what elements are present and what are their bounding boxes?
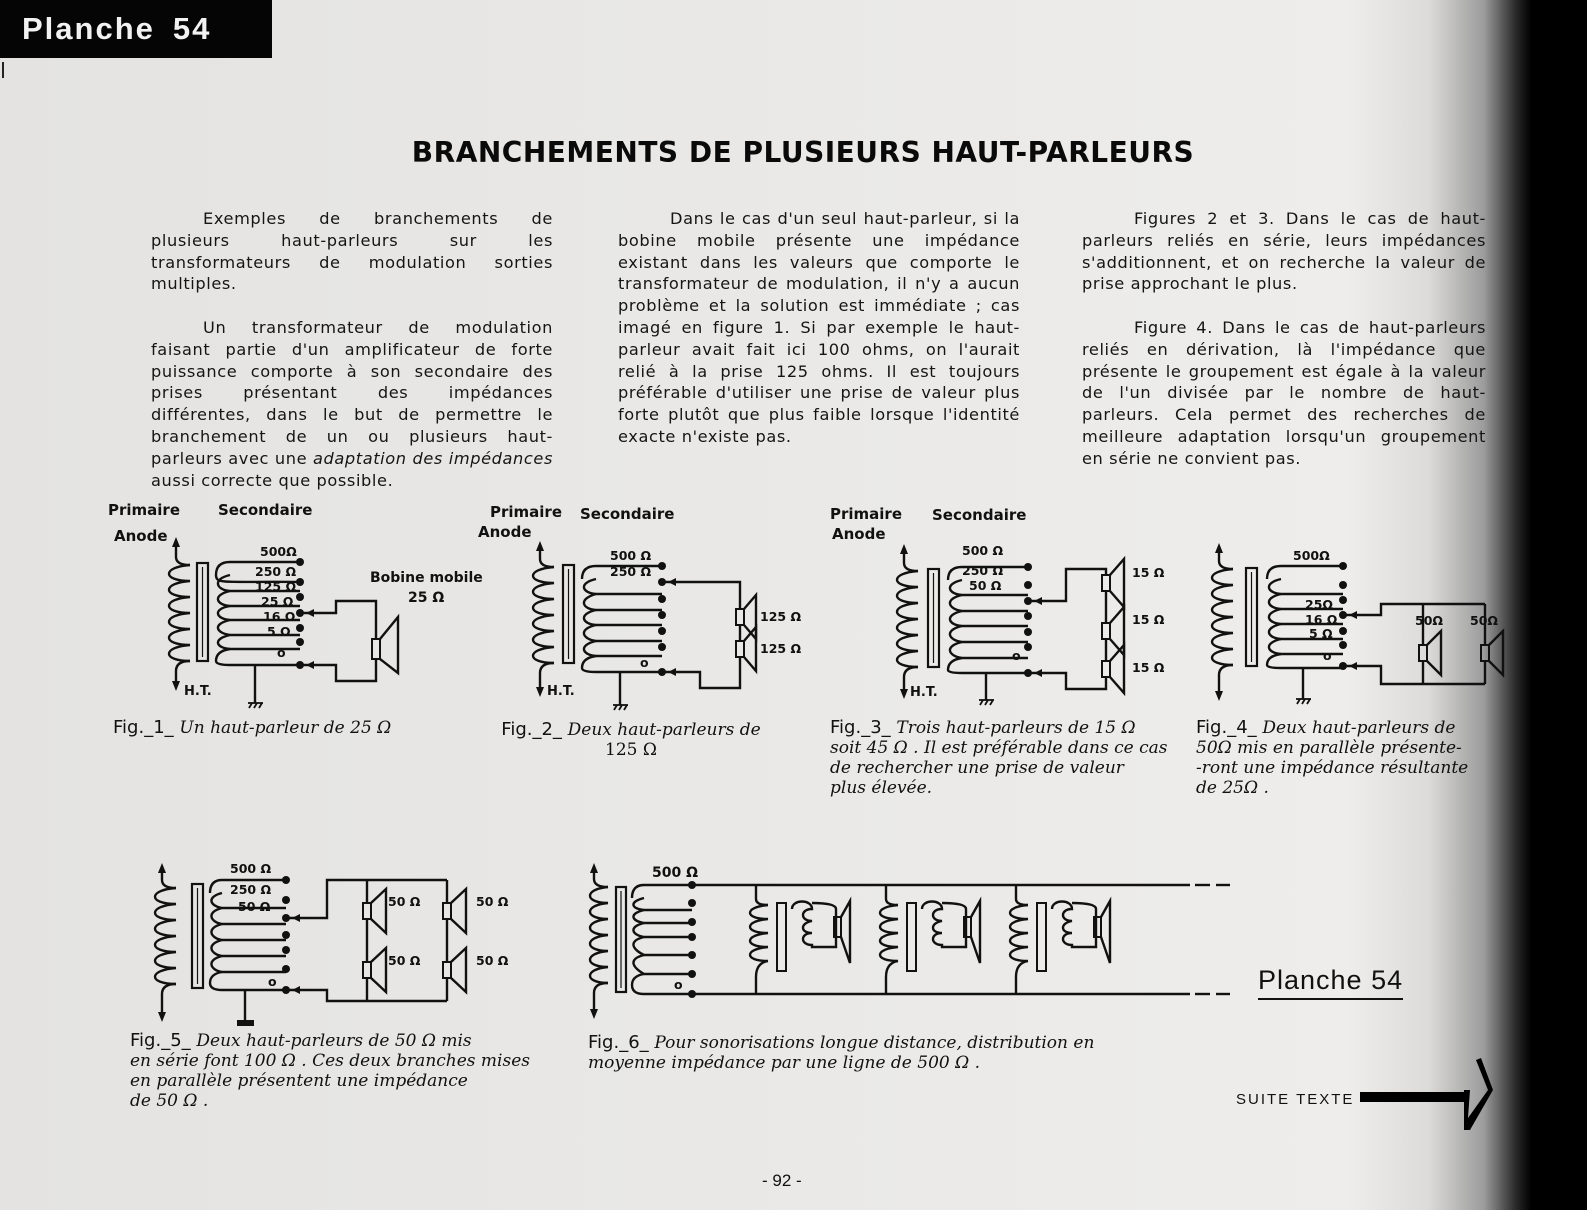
caption-text: -ront une impédance résultante: [1196, 758, 1469, 778]
label-secondaire: Secondaire: [932, 506, 1027, 524]
label-secondaire: Secondaire: [218, 501, 313, 519]
page-title: BRANCHEMENTS DE PLUSIEURS HAUT-PARLEURS: [411, 135, 1195, 170]
tap-label: 250 Ω: [255, 564, 297, 579]
line-transformer-1: [750, 885, 850, 994]
figure-5-caption: [130, 1031, 560, 1111]
tap-label: 5 Ω: [1309, 626, 1333, 641]
figure-number: Fig._2_: [501, 719, 562, 740]
page-number: - 92 -: [762, 1171, 802, 1190]
paragraph-text: Un transformateur de modulation faisant partie d'un amplificateur de forte puissance comporte à son secondaire des prises présentant des impédances différentes, dans le but de permettre le branchement de un ou plusieurs haut-parleurs avec une: [151, 317, 553, 468]
figure-2-caption: [486, 720, 776, 760]
tap-label: 250 Ω: [962, 563, 1004, 578]
figure-6-caption: [588, 1033, 1228, 1073]
planche-label: Planche: [22, 11, 155, 46]
tap-label: 25Ω: [1305, 597, 1334, 612]
figure-4-caption: [1196, 718, 1496, 798]
speaker-label: 50 Ω: [388, 894, 421, 909]
tap-label: 50 Ω: [238, 899, 271, 914]
figure-number: Fig._1_: [113, 717, 174, 738]
tap-label: 500 Ω: [230, 861, 272, 876]
speaker-label: 15 Ω: [1132, 660, 1165, 675]
figure-4-diagram: [1185, 525, 1505, 705]
tap-label: 250 Ω: [230, 882, 272, 897]
figure-3-diagram: [820, 495, 1190, 710]
speaker-label: 50Ω: [1470, 613, 1499, 628]
label-secondaire: Secondaire: [580, 505, 675, 523]
caption-text: Deux haut-parleurs de: [567, 720, 761, 740]
caption-text: de 25Ω .: [1196, 778, 1269, 798]
speaker-label: 50Ω: [1415, 613, 1444, 628]
paragraph: Figures 2 et 3. Dans le cas de haut-parleurs reliés en série, leurs impédances s'additionnent, et on recherche la valeur de prise approchant le plus.: [1082, 209, 1486, 294]
caption-text: Deux haut-parleurs de 50 Ω mis: [196, 1031, 472, 1051]
caption-text: de 50 Ω .: [130, 1091, 209, 1111]
tap-zero-label: o: [674, 977, 683, 992]
speaker-label: 50 Ω: [388, 953, 421, 968]
emphasis-text: adaptation des impédances: [312, 448, 553, 468]
tap-label: 250 Ω: [610, 564, 652, 579]
label-anode: Anode: [478, 523, 532, 541]
edge-mark: [2, 62, 4, 78]
figure-number: Fig._5_: [130, 1030, 191, 1051]
caption-text: Pour sonorisations longue distance, distribution en: [654, 1033, 1095, 1053]
figure-2-diagram: [470, 495, 800, 705]
tap-label: 16 Ω: [263, 609, 296, 624]
tap-label: 500 Ω: [610, 548, 652, 563]
speaker-label: 15 Ω: [1132, 565, 1165, 580]
paragraph-text: aussi correcte que possible.: [151, 470, 394, 490]
text-column-1: [151, 208, 553, 513]
caption-text: moyenne impédance par une ligne de 500 Ω .: [588, 1053, 981, 1073]
text-column-2: [618, 208, 1020, 470]
caption-text: 125 Ω: [605, 740, 657, 760]
tap-zero-label: o: [1012, 648, 1021, 663]
caption-text: 50Ω mis en parallèle présente-: [1196, 738, 1462, 758]
tap-label: 25 Ω: [261, 594, 294, 609]
tap-zero-label: o: [277, 645, 286, 660]
suite-texte-label: SUITE TEXTE: [1236, 1091, 1355, 1108]
tap-label: 5 Ω: [267, 624, 291, 639]
paragraph: Exemples de branchements de plusieurs haut-parleurs sur les transformateurs de modulation sorties multiples.: [151, 209, 553, 294]
label-ht: H.T.: [184, 684, 212, 699]
figure-number: Fig._6_: [588, 1032, 649, 1053]
tap-label: 500Ω: [1293, 548, 1330, 563]
caption-text: plus élevée.: [830, 778, 933, 798]
label-ht: H.T.: [547, 684, 575, 699]
label-ht: H.T.: [910, 685, 938, 700]
planche-footer-label: Planche 54: [1258, 965, 1403, 1000]
figure-6-diagram: [580, 845, 1230, 1025]
tap-label: 125 Ω: [255, 579, 297, 594]
label-primaire: Primaire: [830, 505, 902, 523]
tap-label: 16 Ω: [1305, 612, 1338, 627]
paragraph: Figure 4. Dans le cas de haut-parleurs reliés en dérivation, là l'impédance que présente le groupement est égale à la valeur de l'un divisée par le nombre de haut-parleurs. Cela permet des recherches de meilleure adaptation lorsqu'un groupement en série ne convient pas.: [1082, 317, 1486, 468]
label-anode: Anode: [832, 525, 886, 543]
tap-label: 500 Ω: [962, 543, 1004, 558]
caption-text: de rechercher une prise de valeur: [830, 758, 1124, 778]
caption-text: soit 45 Ω . Il est préférable dans ce cas: [830, 738, 1168, 758]
caption-text: en parallèle présentent une impédance: [130, 1071, 468, 1091]
paragraph: Dans le cas d'un seul haut-parleur, si la bobine mobile présente une impédance existant dans les valeurs que comporte le transformateur de modulation, il n'y a aucun problème et la solution est immédiate ; cas imagé en figure 1. Si par exemple le haut-parleur avait fait ici 100 ohms, on l'aurait relié à la prise 125 ohms. Il est toujours préférable d'utiliser une prise de valeur plus forte plutôt que plus faible lorsque l'identité exacte n'existe pas.: [618, 209, 1020, 446]
figure-number: Fig._3_: [830, 717, 891, 738]
label-primaire: Primaire: [490, 503, 562, 521]
caption-text: Trois haut-parleurs de 15 Ω: [896, 718, 1136, 738]
tap-zero-label: o: [640, 655, 649, 670]
tap-zero-label: o: [1323, 648, 1332, 663]
figure-5-diagram: [120, 840, 560, 1035]
planche-tab: [0, 0, 272, 58]
figure-1-diagram: [100, 495, 483, 705]
planche-number: 54: [172, 11, 212, 46]
speaker-label: 25 Ω: [408, 590, 445, 606]
caption-text: Un haut-parleur de 25 Ω: [179, 718, 392, 738]
tap-zero-label: o: [268, 974, 277, 989]
arrow-right-icon: [1358, 1068, 1498, 1138]
text-column-3: [1082, 208, 1486, 491]
tap-label: 500 Ω: [652, 865, 698, 881]
caption-text: Deux haut-parleurs de: [1262, 718, 1456, 738]
figure-1-caption: [113, 718, 391, 738]
speaker-label: Bobine mobile: [370, 570, 483, 586]
tap-label: 50 Ω: [969, 578, 1002, 593]
paragraph: [151, 317, 553, 491]
speaker-label: 125 Ω: [760, 641, 802, 656]
label-anode: Anode: [114, 527, 168, 545]
tap-label: 500Ω: [260, 544, 297, 559]
speaker-label: 50 Ω: [476, 894, 509, 909]
speaker-label: 125 Ω: [760, 609, 802, 624]
caption-text: en série font 100 Ω . Ces deux branches mises: [130, 1051, 530, 1071]
label-primaire: Primaire: [108, 501, 180, 519]
speaker-label: 50 Ω: [476, 953, 509, 968]
line-transformer-2: [880, 885, 980, 994]
figure-number: Fig._4_: [1196, 718, 1257, 738]
speaker-label: 15 Ω: [1132, 612, 1165, 627]
figure-3-caption: [830, 718, 1190, 798]
line-transformer-3: [1010, 885, 1110, 994]
